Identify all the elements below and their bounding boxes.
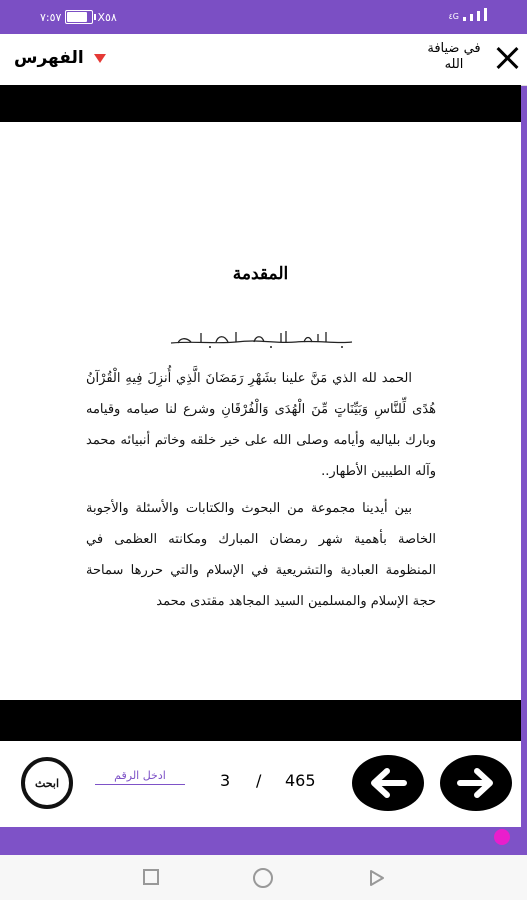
page-body	[86, 363, 436, 617]
indicator-dot	[494, 829, 510, 845]
top-bar	[0, 34, 527, 86]
current-page: 3	[220, 771, 231, 790]
close-icon[interactable]	[495, 46, 519, 70]
index-dropdown[interactable]	[14, 48, 106, 68]
signal-icon	[449, 8, 488, 21]
signal-label: ٤G	[448, 12, 459, 21]
next-page-button[interactable]	[440, 755, 512, 811]
search-button[interactable]: ابحث	[21, 757, 73, 809]
status-time: ٧:٥٧	[40, 10, 62, 24]
paragraph: بين أيدينا مجموعة من البحوث والكتابات والأسئلة والأجوبة الخاصة بأهمية شهر رمضان المبارك ومكانته العظمى في المنظومة العبادية والتشريعية في الإسلام والتي حررها سماحة حجة الإسلام والمسلمين السيد المجاهد مقتدى محمد	[86, 501, 436, 609]
status-left	[40, 10, 117, 24]
triangle-down-icon	[94, 54, 106, 63]
system-nav-bar	[0, 855, 527, 900]
page-number-input[interactable]	[95, 769, 185, 785]
book-page	[0, 122, 521, 700]
page-separator: /	[256, 771, 262, 790]
arrow-right-icon	[456, 766, 496, 800]
basmala-calligraphy	[166, 328, 356, 350]
navigation-controls	[0, 741, 521, 827]
battery-icon	[65, 10, 93, 24]
app-title: في ضيافة الله	[427, 41, 481, 72]
total-pages: 465	[285, 771, 316, 790]
page-heading: المقدمة	[232, 264, 289, 284]
arrow-left-icon	[368, 766, 408, 800]
home-icon[interactable]	[253, 868, 273, 888]
page-viewer[interactable]	[0, 85, 521, 741]
index-label: الفهرس	[14, 48, 84, 68]
back-icon[interactable]	[368, 869, 386, 887]
recent-apps-icon[interactable]	[143, 869, 159, 885]
previous-page-button[interactable]	[352, 755, 424, 811]
battery-level	[67, 12, 87, 22]
paragraph: الحمد لله الذي مَنَّ علينا بشَهْرِ رَمَضَانَ الَّذِي أُنزِلَ فِيهِ الْقُرْآنُ هُدًى لِّلنَّاسِ وَبَيِّنَاتٍ مِّنَ الْهُدَى وَالْفُرْقَانِ وشرع لنا صيامه وقيامه وبارك بلياليه وأيامه وصلى الله على خير خلقه وخاتم أنبيائه محمد وآله الطيبين الأطهار..	[86, 371, 436, 479]
network-label: X٥٨	[97, 10, 117, 24]
status-bar	[0, 0, 527, 34]
